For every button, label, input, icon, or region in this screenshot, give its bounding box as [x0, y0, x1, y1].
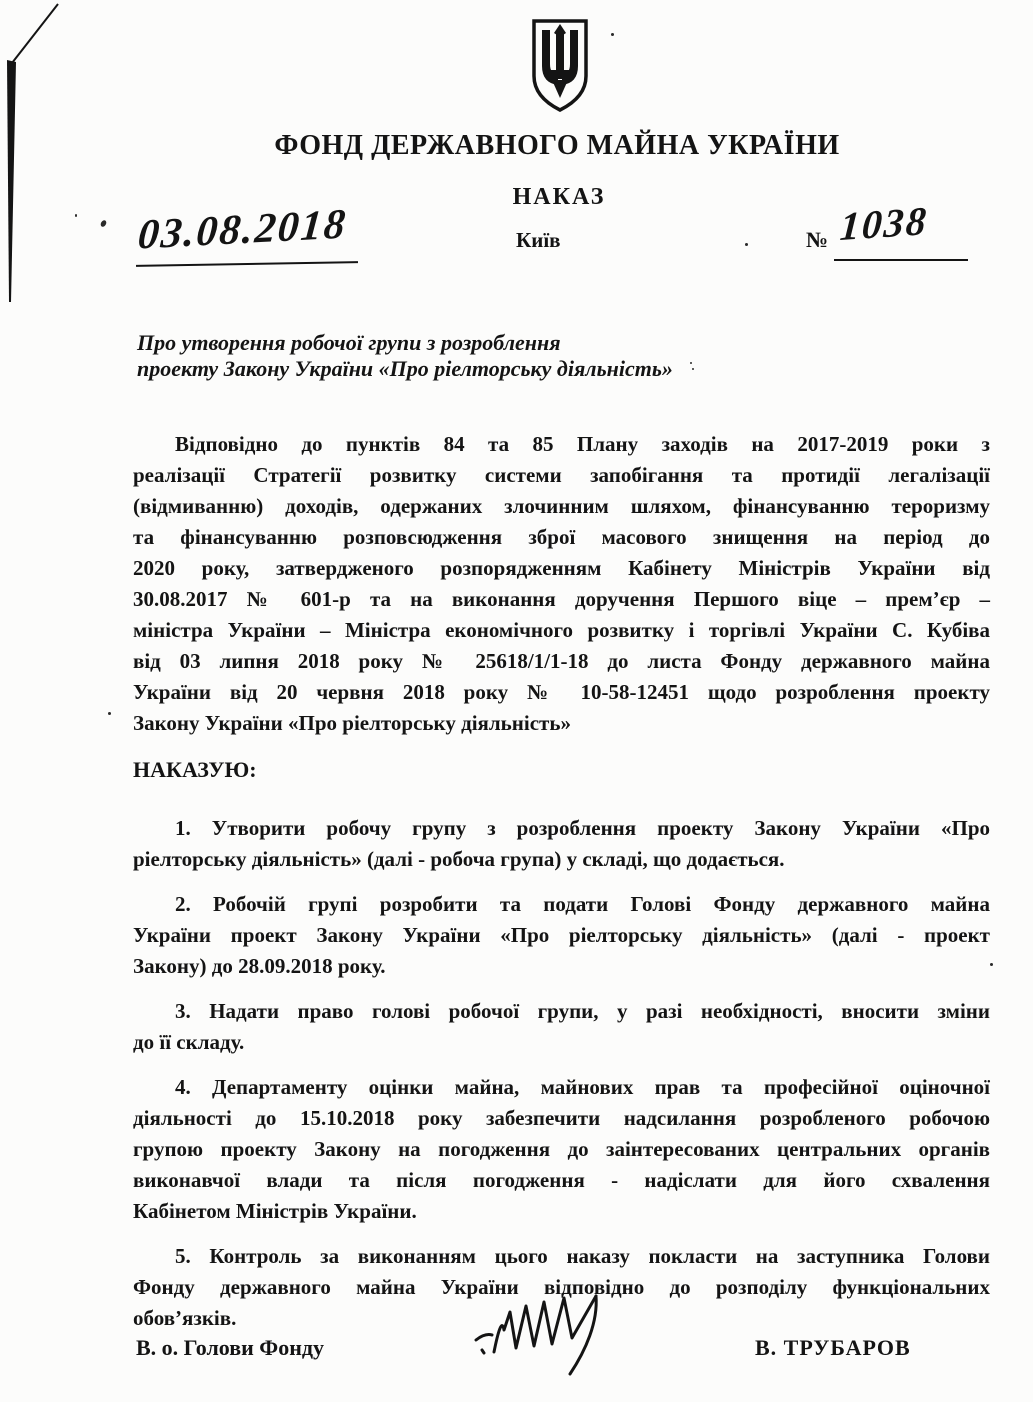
ukraine-trident-coat-of-arms-icon — [528, 18, 592, 114]
order-item-line: діяльності до 15.10.2018 року забезпечити надсилання розробленого робочою — [133, 1106, 990, 1130]
document-subject — [137, 330, 757, 382]
handwritten-document-number: 1038 — [838, 197, 930, 250]
intro-line: від 03 липня 2018 року № 25618/1/1-18 до листа Фонду державного майна — [133, 649, 990, 673]
intro-paragraph — [133, 429, 990, 739]
intro-line: (відмиванню) доходів, одержаних злочинним шляхом, фінансуванню тероризму — [133, 494, 990, 518]
scan-speck — [745, 243, 748, 246]
scan-speck — [990, 963, 993, 966]
order-item-3 — [133, 996, 990, 1058]
intro-line: України від 20 червня 2018 року № 10-58-12451 щодо розроблення проекту — [133, 680, 990, 704]
order-item-line: Закону) до 28.09.2018 року. — [133, 954, 386, 978]
order-item-line: 1. Утворити робочу групу з розроблення проекту Закону України «Про — [175, 816, 990, 840]
handwritten-date: 03.08.2018 — [136, 201, 349, 259]
intro-line: 2020 року, затвердженого розпорядженням Кабінету Міністрів України від — [133, 556, 990, 580]
intro-line: міністра України – Міністра економічного розвитку і торгівлі України С. Кубіва — [133, 618, 990, 642]
order-item-line: України проект Закону України «Про ріелторську діяльність» (далі - проект — [133, 923, 990, 947]
scan-speck — [611, 33, 614, 36]
signer-position-title: В. о. Голови Фонду — [136, 1335, 324, 1360]
order-item-line: Фонду державного майна України відповідно до розподілу функціональних — [133, 1275, 990, 1299]
order-item-line: обов’язків. — [133, 1306, 237, 1330]
order-item-line: Кабінетом Міністрів України. — [133, 1199, 417, 1223]
order-item-line: ріелторську діяльність» (далі - робоча група) у складі, що додається. — [133, 847, 785, 871]
intro-line: 30.08.2017 № 601-р та на виконання доручення Першого віце – прем’єр – — [133, 587, 990, 611]
order-item-4 — [133, 1072, 990, 1227]
city-label: Київ — [516, 228, 561, 252]
number-sign: № — [806, 227, 829, 252]
intro-line: Відповідно до пунктів 84 та 85 Плану заходів на 2017-2019 роки з — [175, 432, 990, 456]
order-item-line: 4. Департаменту оцінки майна, майнових прав та професійної оціночної — [175, 1075, 990, 1099]
order-item-line: виконавчої влади та після погодження - надіслати для його схвалення — [133, 1168, 990, 1192]
scan-artifact-top-left — [0, 0, 70, 310]
order-item-line: до її складу. — [133, 1030, 245, 1054]
document-body — [133, 429, 990, 1334]
intro-line: Закону України «Про ріелторську діяльність» — [133, 711, 571, 735]
date-underline — [136, 261, 358, 267]
scan-speck — [75, 214, 77, 217]
scan-speck — [100, 219, 108, 228]
order-word: НАКАЗУЮ: — [133, 757, 257, 782]
intro-line: та фінансуванню розповсюдження зброї масового знищення на період до — [133, 525, 990, 549]
scan-speck — [108, 712, 111, 715]
subject-line: Про утворення робочої групи з розроблення — [137, 330, 561, 355]
order-item-line: 5. Контроль за виконанням цього наказу покласти на заступника Голови — [175, 1244, 990, 1268]
order-item-line: 2. Робочій групі розробити та подати Голові Фонду державного майна — [175, 892, 990, 916]
organization-name: ФОНД ДЕРЖАВНОГО МАЙНА УКРАЇНИ — [274, 130, 840, 161]
order-item-2 — [133, 889, 990, 982]
order-item-line: групою проекту Закону на погодження до заінтересованих центральних органів — [133, 1137, 990, 1161]
handwritten-signature-icon — [470, 1288, 630, 1378]
number-underline — [834, 259, 968, 261]
order-item-1 — [133, 813, 990, 875]
signer-name: В. ТРУБАРОВ — [755, 1335, 911, 1360]
order-item-line: 3. Надати право голові робочої групи, у разі необхідності, вносити зміни — [175, 999, 990, 1023]
document-type-title: НАКАЗ — [512, 184, 606, 210]
intro-line: реалізації Стратегії розвитку системи запобігання та протидії легалізації — [133, 463, 990, 487]
subject-line: проекту Закону України «Про ріелторську діяльність» — [137, 356, 673, 381]
